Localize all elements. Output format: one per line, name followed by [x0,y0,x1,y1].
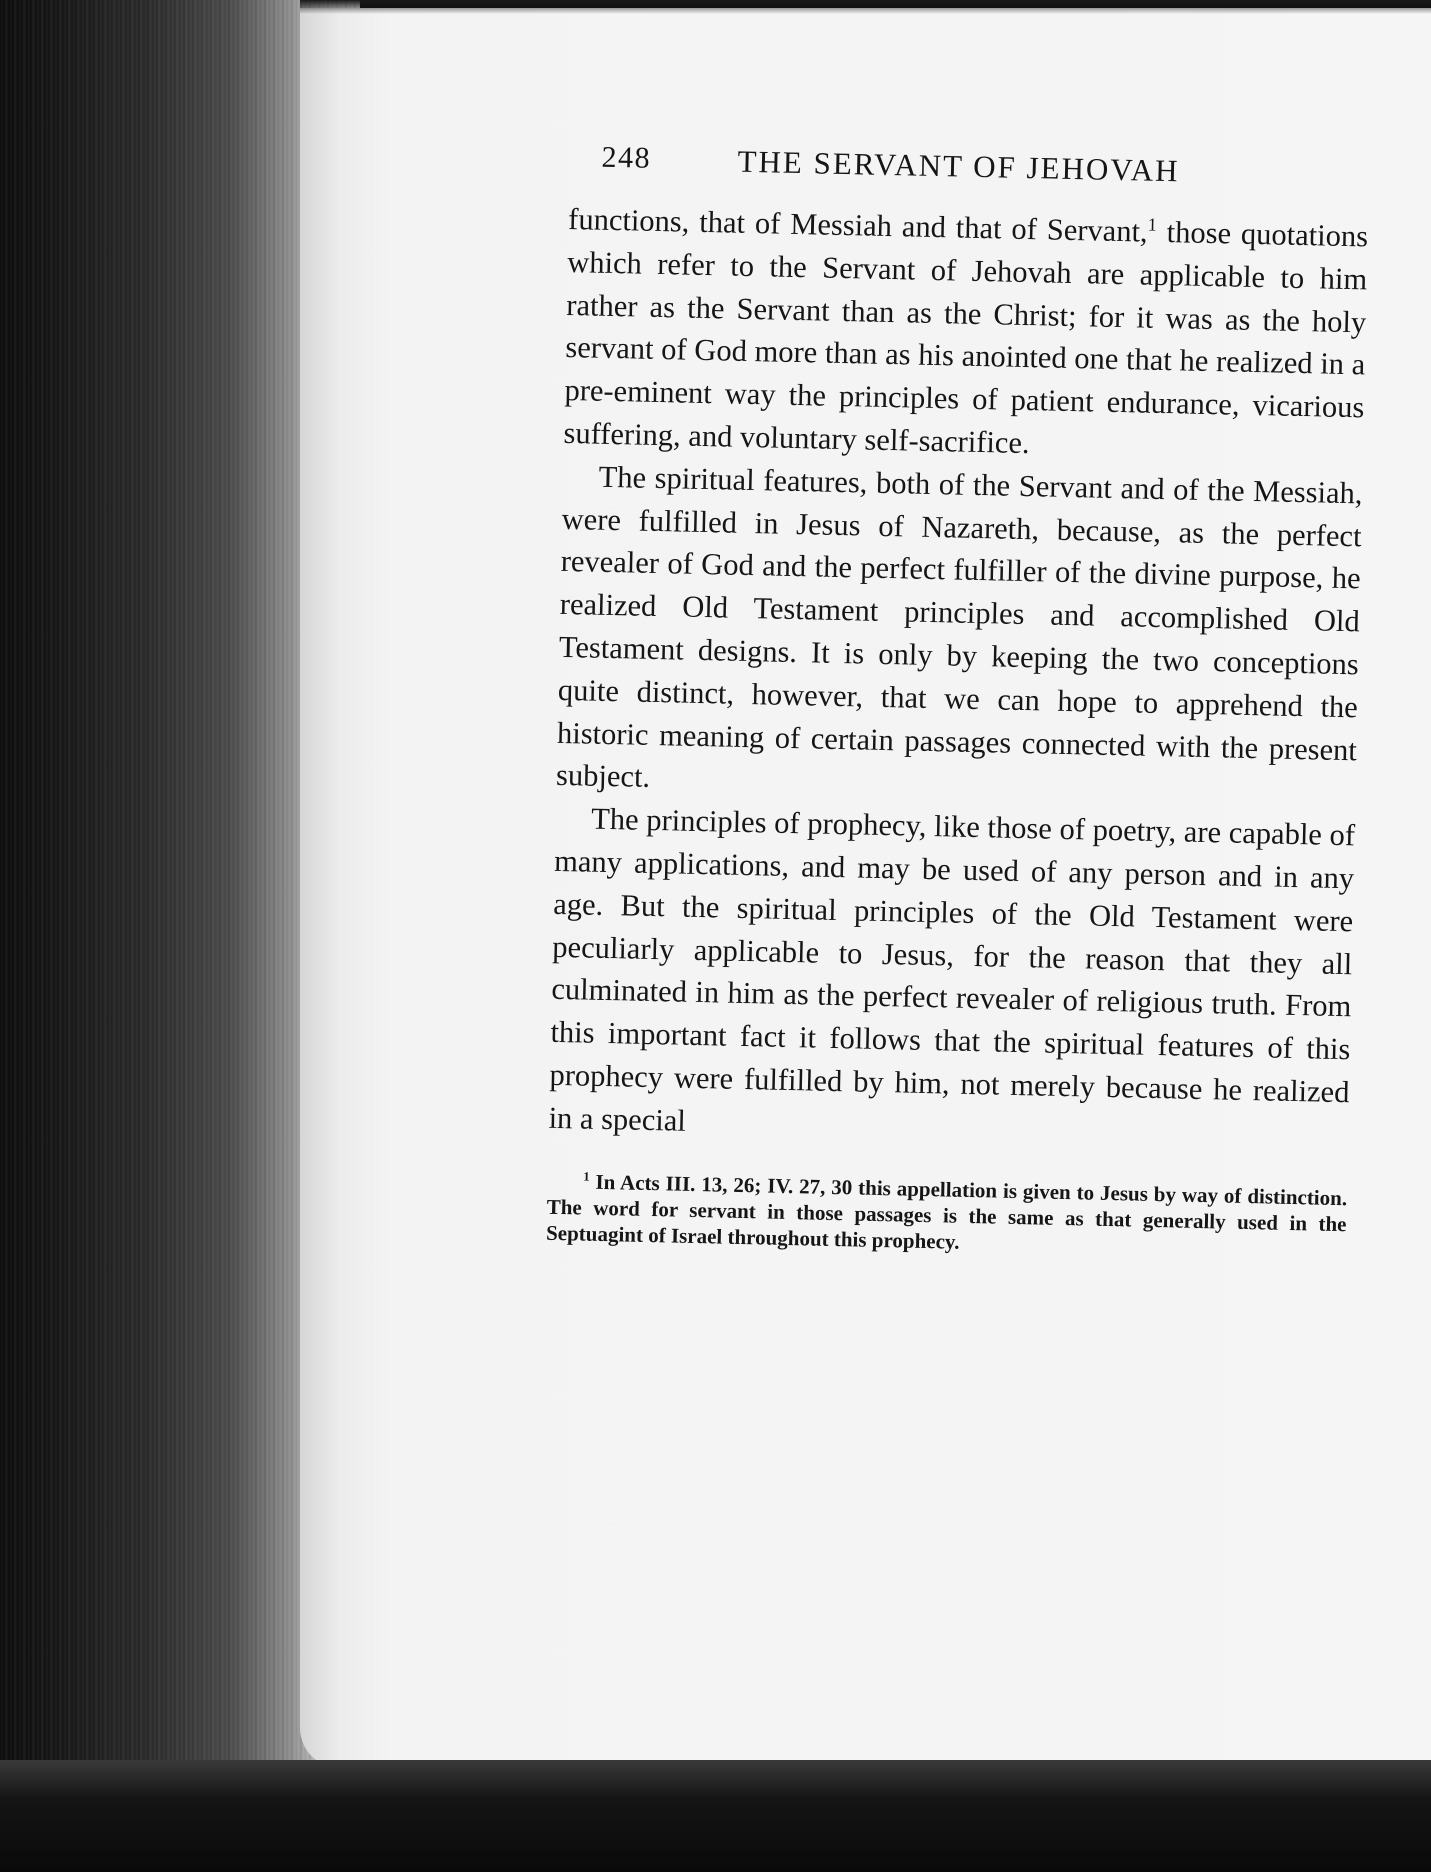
top-shadow [300,0,1431,14]
footnote-reference: 1 [1147,214,1158,235]
bottom-shadow [0,1760,1431,1872]
footnote-text: In Acts III. 13, 26; IV. 27, 30 this appellation is given to Jesus by way of distinction. The word for servant in those passages is the same as that generally used in the Septuagint of Israel throughout this prophecy. [545,1169,1348,1254]
paragraph-2: The spiritual features, both of the Servant and of the Messiah, were fulfilled in Jesus of Nazareth, because, as the perfect revealer of God and the perfect fulfiller of the divine purpose, he realized Old Testament principles and accomplished Old Testament designs. It is only by keeping the two conceptions quite distinct, however, that we can hope to apprehend the historic meaning of certain passages connected with the present subject. [555,459,1363,795]
paragraph-3: The principles of prophecy, like those of poetry, are capable of many applications, and may be used of any person and in any age. But the spiritual principles of the Old Testament were peculiarly applicable to Jesus, for the reason that they all culminated in him as the perfect revealer of religious truth. From this important fact it follows that the spiritual features of this prophecy were fulfilled by him, not merely because he realized in a special [548,801,1356,1138]
paragraph-1-text-a: functions, that of Messiah and that of Servant, [567,201,1149,249]
paragraph-1 [563,198,1368,472]
page-content [546,140,1370,1263]
page-number: 248 [601,140,652,175]
footnote-marker: 1 [583,1169,590,1184]
paragraph-1-text-b: those quotations which refer to the Servant of Jehovah are applicable to him rather as the Servant than as the Christ; for it was as the holy servant of God more than as his anointed one that he realized in a pre-eminent way the principles of patient endurance, vicarious suffering, and voluntary self-sacrifice. [563,214,1369,461]
body-text [548,198,1368,1157]
running-title: THE SERVANT OF JEHOVAH [737,143,1180,189]
